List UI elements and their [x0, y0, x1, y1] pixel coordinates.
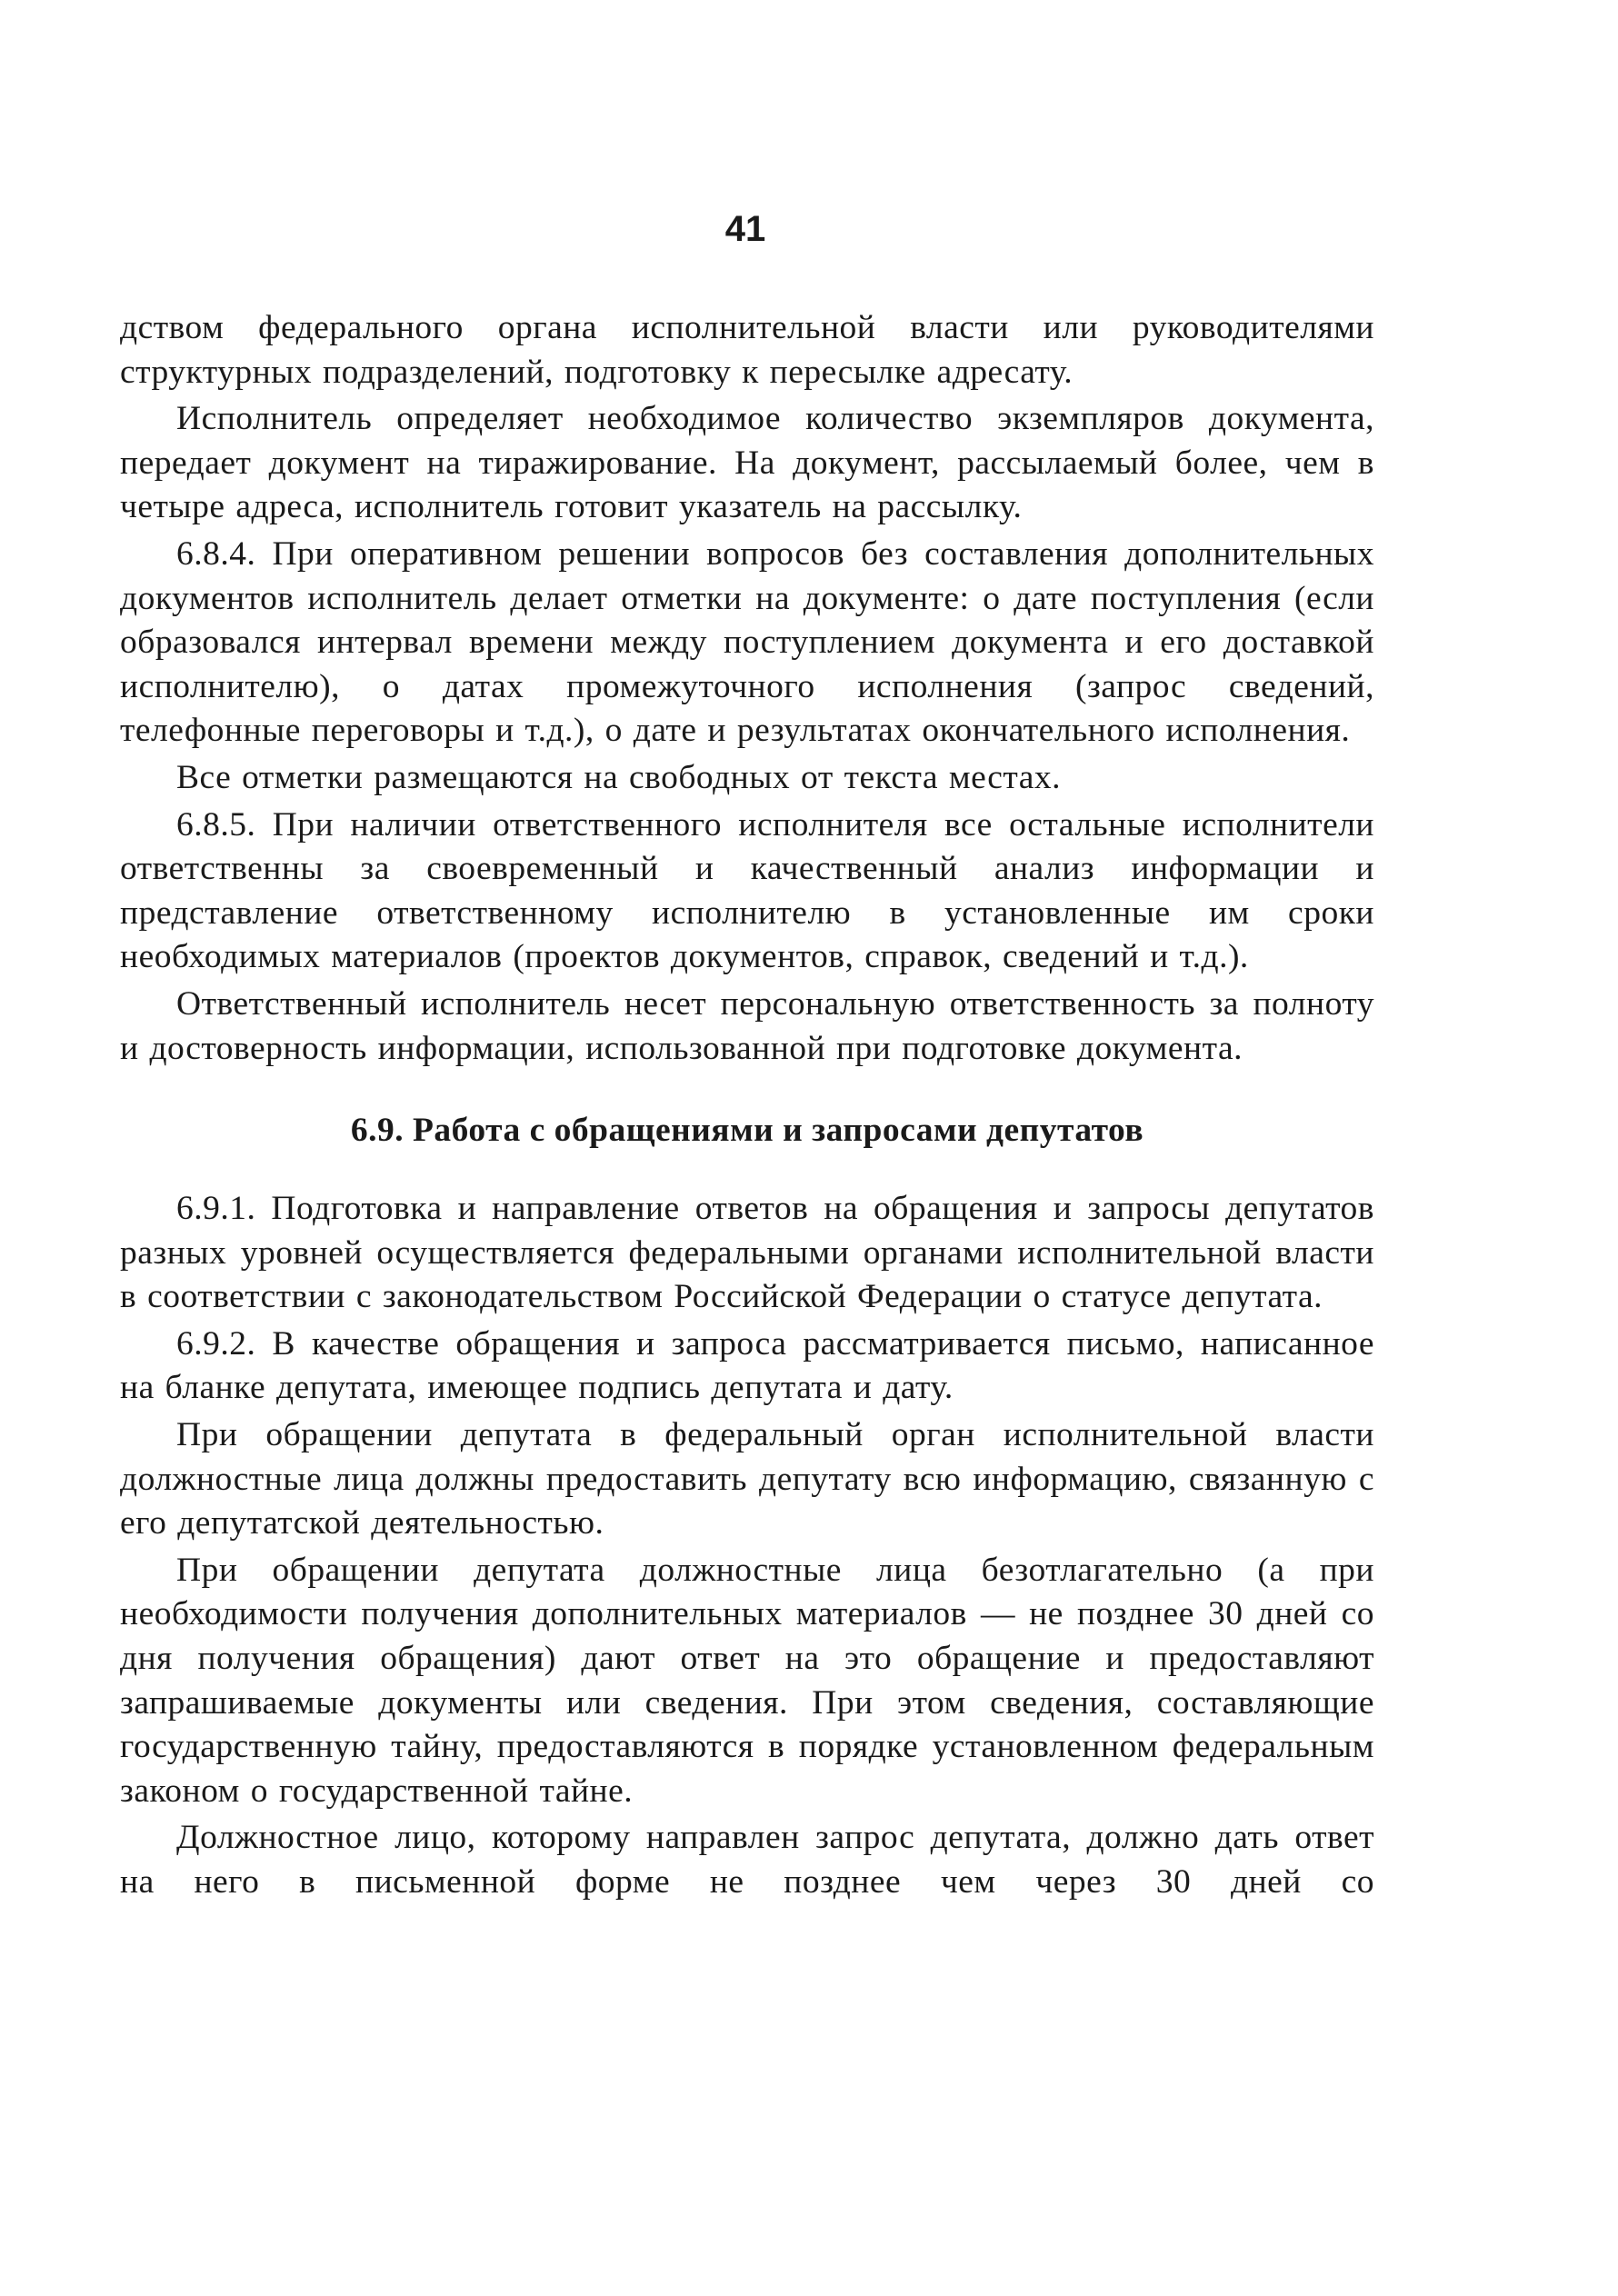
paragraph: 6.9.2. В качестве обращения и запроса рассматривается письмо, написанное на бланке депутата, имеющее подпись депутата и дату.: [120, 1324, 1374, 1407]
document-body: [120, 306, 1374, 1908]
paragraph: Должностное лицо, которому направлен запрос депутата, должно дать ответ на него в письменной форме не позднее чем через 30 дней со: [120, 1819, 1374, 1901]
paragraph: 6.9.1. Подготовка и направление ответов на обращения и запросы депутатов разных уровней осуществляется федеральными органами исполнительной власти в соответствии с законодательством Российской Федерации о статусе депутата.: [120, 1190, 1374, 1316]
paragraph: При обращении депутата должностные лица безотлагательно (а при необходимости получения дополнительных материалов — не позднее 30 дней со дня получения обращения) дают ответ на это обращение и предоставляют запрашиваемые документы или сведения. При этом сведения, составляющие государственную тайну, предоставляются в порядке установленном федеральным законом о государственной тайне.: [120, 1551, 1374, 1810]
paragraph: Ответственный исполнитель несет персональную ответственность за полноту и достоверность информации, использованной при подготовке документа.: [120, 984, 1374, 1067]
paragraph: дством федерального органа исполнительной власти или руководителями структурных подразделений, подготовку к пересылке адресату.: [120, 309, 1374, 391]
paragraph: 6.8.5. При наличии ответственного исполнителя все остальные исполнители ответственны за своевременный и качественный анализ информации и представление ответственному исполнителю в установленные им сроки необходимых материалов (проектов документов, справок, сведений и т.д.).: [120, 805, 1374, 976]
paragraph: Исполнитель определяет необходимое количество экземпляров документа, передает документ на тиражирование. На документ, рассылаемый более, чем в четыре адреса, исполнитель готовит указатель на рассылку.: [120, 400, 1374, 526]
paragraph: При обращении депутата в федеральный орган исполнительной власти должностные лица должны предоставить депутату всю информацию, связанную с его депутатской деятельностью.: [120, 1416, 1374, 1542]
paragraph: 6.8.4. При оперативном решении вопросов без составления дополнительных документов исполнитель делает отметки на документе: о дате поступления (если образовался интервал времени между поступлением документа и его доставкой исполнителю), о датах промежуточного исполнения (запрос сведений, телефонные переговоры и т.д.), о дате и результатах окончательного исполнения.: [120, 534, 1374, 750]
paragraph: Все отметки размещаются на свободных от текста местах.: [176, 758, 1061, 796]
page-number: 41: [724, 209, 766, 249]
section-heading: 6.9. Работа с обращениями и запросами депутатов: [350, 1112, 1144, 1150]
